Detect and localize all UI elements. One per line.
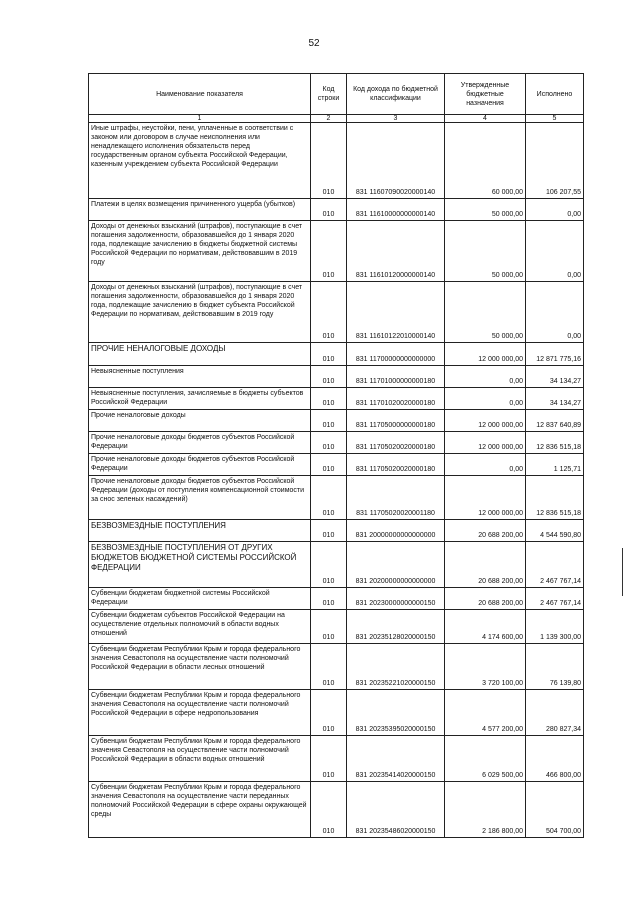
row-executed: 12 871 775,16 bbox=[526, 343, 584, 366]
table-row bbox=[89, 782, 584, 838]
row-name: Субвенции бюджетам субъектов Российской Федерации на осуществление отдельных полномочий в области водных отношений bbox=[89, 610, 311, 644]
row-income-code: 831 20200000000000000 bbox=[347, 542, 445, 588]
row-executed: 12 837 640,89 bbox=[526, 410, 584, 432]
row-income-code: 831 11705000000000180 bbox=[347, 410, 445, 432]
row-name: Субвенции бюджетам бюджетной системы Российской Федерации bbox=[89, 588, 311, 610]
row-line-code: 010 bbox=[311, 282, 347, 343]
row-executed: 4 544 590,80 bbox=[526, 520, 584, 542]
column-header-code: Код строки bbox=[311, 74, 347, 115]
row-income-code: 831 11610120000000140 bbox=[347, 221, 445, 282]
row-income-code: 831 20000000000000000 bbox=[347, 520, 445, 542]
row-name: Доходы от денежных взысканий (штрафов), поступающие в счет погашения задолженности, образовавшейся до 1 января 2020 года, подлежащие зачислению в бюджет субъекта Российской Федерации по нормативам, действовавшим в 2019 году bbox=[89, 282, 311, 343]
column-number: 1 bbox=[89, 115, 311, 123]
table-row bbox=[89, 476, 584, 520]
row-income-code: 831 20230000000000150 bbox=[347, 588, 445, 610]
row-line-code: 010 bbox=[311, 388, 347, 410]
row-approved: 0,00 bbox=[445, 388, 526, 410]
row-approved: 2 186 800,00 bbox=[445, 782, 526, 838]
row-executed: 106 207,55 bbox=[526, 123, 584, 199]
row-line-code: 010 bbox=[311, 410, 347, 432]
row-name: ПРОЧИЕ НЕНАЛОГОВЫЕ ДОХОДЫ bbox=[89, 343, 311, 366]
row-income-code: 831 11705020020000180 bbox=[347, 432, 445, 454]
row-executed: 1 125,71 bbox=[526, 454, 584, 476]
table-row bbox=[89, 736, 584, 782]
budget-report-table bbox=[88, 73, 584, 838]
row-name: БЕЗВОЗМЕЗДНЫЕ ПОСТУПЛЕНИЯ bbox=[89, 520, 311, 542]
row-line-code: 010 bbox=[311, 610, 347, 644]
row-executed: 34 134,27 bbox=[526, 366, 584, 388]
table-row bbox=[89, 520, 584, 542]
row-approved: 0,00 bbox=[445, 366, 526, 388]
row-approved: 12 000 000,00 bbox=[445, 476, 526, 520]
row-name: Субвенции бюджетам Республики Крым и города федерального значения Севастополя на осуществление части переданных полномочий Российской Федерации в сфере охраны окружающей среды bbox=[89, 782, 311, 838]
row-income-code: 831 20235395020000150 bbox=[347, 690, 445, 736]
table-row bbox=[89, 388, 584, 410]
row-income-code: 831 11607090020000140 bbox=[347, 123, 445, 199]
column-header-approved: Утвержденные бюджетные назначения bbox=[445, 74, 526, 115]
row-line-code: 010 bbox=[311, 644, 347, 690]
table-row bbox=[89, 410, 584, 432]
margin-mark bbox=[622, 548, 623, 596]
row-income-code: 831 11705020020000180 bbox=[347, 454, 445, 476]
table-row bbox=[89, 610, 584, 644]
row-name: БЕЗВОЗМЕЗДНЫЕ ПОСТУПЛЕНИЯ ОТ ДРУГИХ БЮДЖЕТОВ БЮДЖЕТНОЙ СИСТЕМЫ РОССИЙСКОЙ ФЕДЕРАЦИИ bbox=[89, 542, 311, 588]
row-line-code: 010 bbox=[311, 366, 347, 388]
row-executed: 0,00 bbox=[526, 282, 584, 343]
row-approved: 50 000,00 bbox=[445, 199, 526, 221]
column-number: 5 bbox=[526, 115, 584, 123]
row-income-code: 831 11705020020001180 bbox=[347, 476, 445, 520]
row-income-code: 831 20235128020000150 bbox=[347, 610, 445, 644]
row-executed: 504 700,00 bbox=[526, 782, 584, 838]
row-line-code: 010 bbox=[311, 123, 347, 199]
row-executed: 34 134,27 bbox=[526, 388, 584, 410]
row-executed: 466 800,00 bbox=[526, 736, 584, 782]
row-executed: 1 139 300,00 bbox=[526, 610, 584, 644]
row-approved: 12 000 000,00 bbox=[445, 343, 526, 366]
row-approved: 4 577 200,00 bbox=[445, 690, 526, 736]
row-approved: 6 029 500,00 bbox=[445, 736, 526, 782]
row-line-code: 010 bbox=[311, 542, 347, 588]
table-row bbox=[89, 366, 584, 388]
row-executed: 76 139,80 bbox=[526, 644, 584, 690]
row-income-code: 831 20235414020000150 bbox=[347, 736, 445, 782]
row-executed: 0,00 bbox=[526, 221, 584, 282]
column-number: 4 bbox=[445, 115, 526, 123]
page-number: 52 bbox=[308, 38, 320, 49]
table-row bbox=[89, 199, 584, 221]
column-number: 2 bbox=[311, 115, 347, 123]
column-header-name: Наименование показателя bbox=[89, 74, 311, 115]
row-line-code: 010 bbox=[311, 520, 347, 542]
row-name: Платежи в целях возмещения причиненного ущерба (убытков) bbox=[89, 199, 311, 221]
row-approved: 12 000 000,00 bbox=[445, 432, 526, 454]
column-header-kbk: Код дохода по бюджетной классификации bbox=[347, 74, 445, 115]
row-approved: 20 688 200,00 bbox=[445, 588, 526, 610]
column-number: 3 bbox=[347, 115, 445, 123]
table-row bbox=[89, 123, 584, 199]
row-income-code: 831 20235221020000150 bbox=[347, 644, 445, 690]
row-line-code: 010 bbox=[311, 588, 347, 610]
table-header-row bbox=[89, 74, 584, 115]
row-approved: 20 688 200,00 bbox=[445, 542, 526, 588]
row-executed: 0,00 bbox=[526, 199, 584, 221]
row-name: Доходы от денежных взысканий (штрафов), поступающие в счет погашения задолженности, образовавшейся до 1 января 2020 года, подлежащие зачислению в бюджеты бюджетной системы Российской Федерации по нормативам, действовавшим в 2019 году bbox=[89, 221, 311, 282]
row-name: Субвенции бюджетам Республики Крым и города федерального значения Севастополя на осуществление части полномочий Российской Федерации в сфере недропользования bbox=[89, 690, 311, 736]
row-approved: 20 688 200,00 bbox=[445, 520, 526, 542]
row-executed: 2 467 767,14 bbox=[526, 588, 584, 610]
row-name: Прочие неналоговые доходы бюджетов субъектов Российской Федерации bbox=[89, 432, 311, 454]
row-line-code: 010 bbox=[311, 432, 347, 454]
table-row bbox=[89, 432, 584, 454]
row-approved: 60 000,00 bbox=[445, 123, 526, 199]
row-approved: 50 000,00 bbox=[445, 282, 526, 343]
row-line-code: 010 bbox=[311, 476, 347, 520]
table-row bbox=[89, 454, 584, 476]
row-approved: 4 174 600,00 bbox=[445, 610, 526, 644]
row-income-code: 831 20235486020000150 bbox=[347, 782, 445, 838]
column-header-executed: Исполнено bbox=[526, 74, 584, 115]
row-name: Субвенции бюджетам Республики Крым и города федерального значения Севастополя на осуществление части полномочий Российской Федерации в области водных отношений bbox=[89, 736, 311, 782]
row-income-code: 831 11701020020000180 bbox=[347, 388, 445, 410]
row-line-code: 010 bbox=[311, 690, 347, 736]
table-row bbox=[89, 282, 584, 343]
table-row bbox=[89, 343, 584, 366]
row-line-code: 010 bbox=[311, 782, 347, 838]
row-income-code: 831 11700000000000000 bbox=[347, 343, 445, 366]
row-name: Невыясненные поступления, зачисляемые в бюджеты субъектов Российской Федерации bbox=[89, 388, 311, 410]
table-row bbox=[89, 644, 584, 690]
row-line-code: 010 bbox=[311, 454, 347, 476]
row-income-code: 831 11610122010000140 bbox=[347, 282, 445, 343]
table-row bbox=[89, 690, 584, 736]
column-number-row bbox=[89, 115, 584, 123]
row-name: Субвенции бюджетам Республики Крым и города федерального значения Севастополя на осуществление части полномочий Российской Федерации в области лесных отношений bbox=[89, 644, 311, 690]
row-name: Невыясненные поступления bbox=[89, 366, 311, 388]
row-name: Прочие неналоговые доходы bbox=[89, 410, 311, 432]
row-income-code: 831 11701000000000180 bbox=[347, 366, 445, 388]
table-row bbox=[89, 221, 584, 282]
row-executed: 280 827,34 bbox=[526, 690, 584, 736]
table-row bbox=[89, 588, 584, 610]
row-name: Прочие неналоговые доходы бюджетов субъектов Российской Федерации (доходы от поступления компенсационной стоимости за снос зеленых насаждений) bbox=[89, 476, 311, 520]
row-executed: 2 467 767,14 bbox=[526, 542, 584, 588]
row-executed: 12 836 515,18 bbox=[526, 476, 584, 520]
row-income-code: 831 11610000000000140 bbox=[347, 199, 445, 221]
row-name: Иные штрафы, неустойки, пени, уплаченные в соответствии с законом или договором в случае неисполнения или ненадлежащего исполнения обязательств перед государственным органом субъекта Российской Федерации, казенным учреждением субъекта Российской Федерации bbox=[89, 123, 311, 199]
row-approved: 3 720 100,00 bbox=[445, 644, 526, 690]
row-name: Прочие неналоговые доходы бюджетов субъектов Российской Федерации bbox=[89, 454, 311, 476]
row-line-code: 010 bbox=[311, 736, 347, 782]
row-approved: 12 000 000,00 bbox=[445, 410, 526, 432]
row-line-code: 010 bbox=[311, 343, 347, 366]
row-executed: 12 836 515,18 bbox=[526, 432, 584, 454]
row-approved: 50 000,00 bbox=[445, 221, 526, 282]
row-line-code: 010 bbox=[311, 199, 347, 221]
row-line-code: 010 bbox=[311, 221, 347, 282]
table-row bbox=[89, 542, 584, 588]
row-approved: 0,00 bbox=[445, 454, 526, 476]
